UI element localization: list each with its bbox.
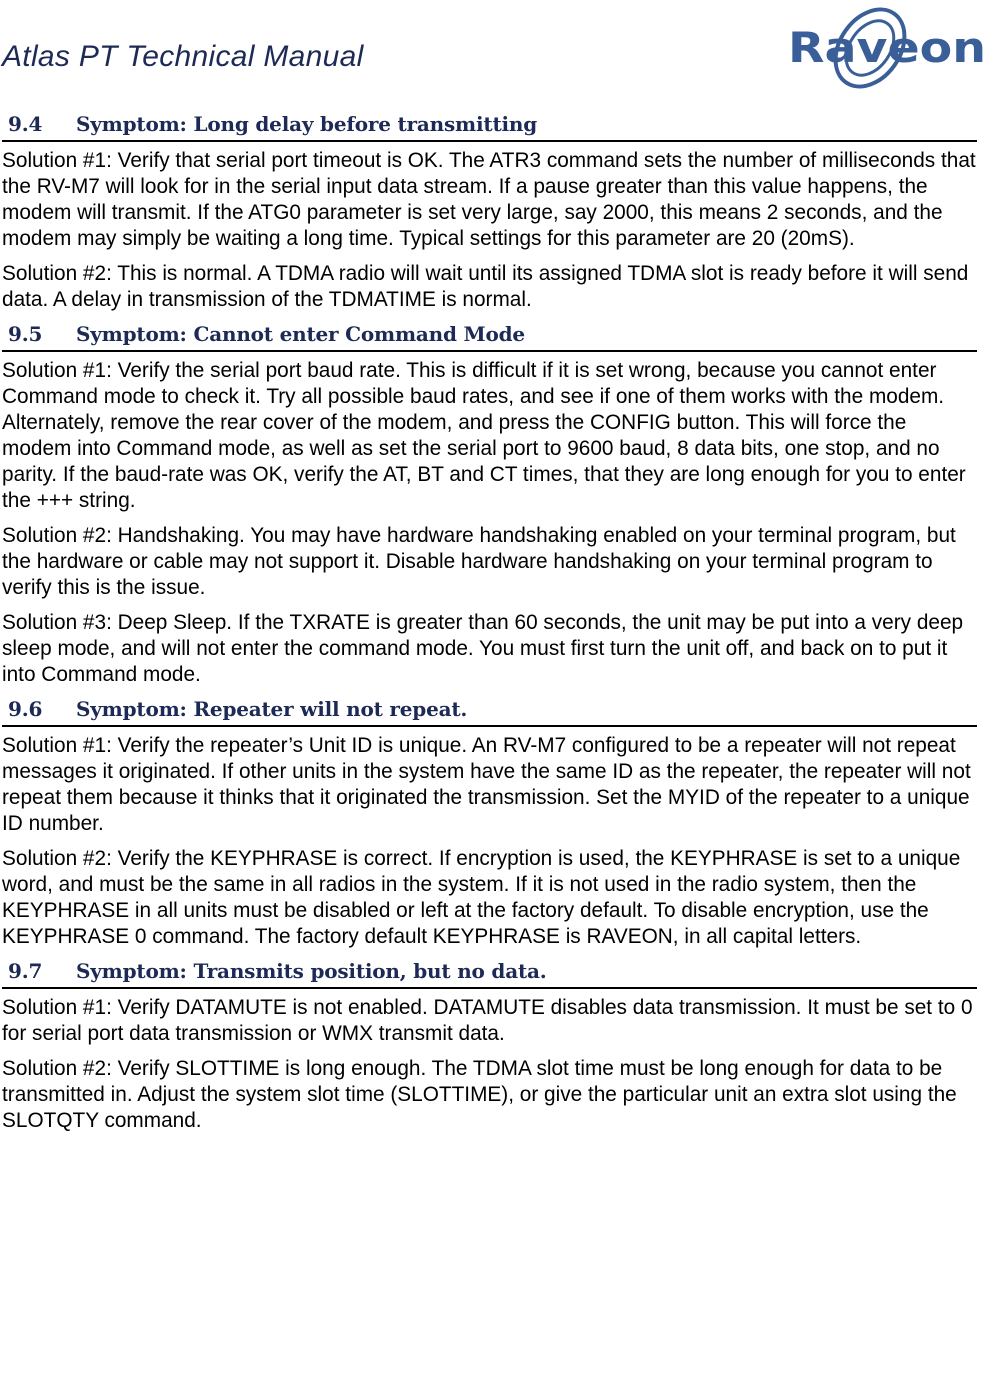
section-heading: [2, 959, 977, 989]
section-title: Symptom: Repeater will not repeat.: [76, 697, 468, 721]
manual-title: Atlas PT Technical Manual: [2, 40, 364, 73]
section-number: 9.5: [8, 322, 43, 346]
section-9-7: [2, 959, 977, 1134]
solution-paragraph: Solution #1: Verify the serial port baud rate. This is difficult if it is set wrong, because you cannot enter Command mode to check it. Try all possible baud rates, and see if one of them works with the modem. Alternately, remove the rear cover of the modem, and press the CONFIG button. This will force the modem into Command mode, as well as set the serial port to 9600 baud, 8 data bits, one stop, and no parity. If the baud-rate was OK, verify the AT, BT and CT times, that they are long enough for you to enter the +++ string.: [2, 359, 966, 512]
logo-wordmark: Raveon: [788, 23, 986, 72]
section-9-5: [2, 322, 977, 688]
section-number: 9.7: [8, 959, 43, 983]
section-9-6: [2, 697, 977, 950]
section-number: 9.6: [8, 697, 43, 721]
solution-paragraph: Solution #2: This is normal. A TDMA radio will wait until its assigned TDMA slot is ready before it will send data. A delay in transmission of the TDMATIME is normal.: [2, 262, 969, 311]
section-title: Symptom: Transmits position, but no data.: [76, 959, 547, 983]
section-heading: [2, 112, 977, 142]
section-heading: [2, 697, 977, 727]
solution-paragraph: Solution #1: Verify the repeater’s Unit ID is unique. An RV-M7 configured to be a repeater will not repeat messages it originated. If other units in the system have the same ID as the repeater, the repeater will not repeat them because it thinks that it originated the transmission. Set the MYID of the repeater to a unique ID number.: [2, 734, 971, 835]
solution-paragraph: Solution #1: Verify DATAMUTE is not enabled. DATAMUTE disables data transmission. It must be set to 0 for serial port data transmission or WMX transmit data.: [2, 996, 973, 1045]
section-heading: [2, 322, 977, 352]
solution-paragraph: Solution #3: Deep Sleep. If the TXRATE is greater than 60 seconds, the unit may be put into a very deep sleep mode, and will not enter the command mode. You must first turn the unit off, and back on to put it into Command mode.: [2, 611, 964, 686]
section-title: Symptom: Cannot enter Command Mode: [76, 322, 525, 346]
solution-paragraph: Solution #2: Handshaking. You may have hardware handshaking enabled on your terminal program, but the hardware or cable may not support it. Disable hardware handshaking on your terminal program to verify this is the issue.: [2, 524, 956, 599]
raveon-logo: [782, 2, 988, 94]
solution-paragraph: Solution #1: Verify that serial port timeout is OK. The ATR3 command sets the number of milliseconds that the RV-M7 will look for in the serial input data stream. If a pause greater than this value happens, the modem will transmit. If the ATG0 parameter is set very large, say 2000, this means 2 seconds, and the modem may simply be waiting a long time. Typical settings for this parameter are 20 (20mS).: [2, 149, 976, 250]
manual-content: [2, 112, 977, 1143]
section-title: Symptom: Long delay before transmitting: [76, 112, 538, 136]
solution-paragraph: Solution #2: Verify SLOTTIME is long enough. The TDMA slot time must be long enough for data to be transmitted in. Adjust the system slot time (SLOTTIME), or give the particular unit an extra slot using the SLOTQTY command.: [2, 1057, 957, 1132]
section-number: 9.4: [8, 112, 43, 136]
solution-paragraph: Solution #2: Verify the KEYPHRASE is correct. If encryption is used, the KEYPHRASE is set to a unique word, and must be the same in all radios in the system. If it is not used in the radio system, then the KEYPHRASE in all units must be disabled or left at the factory default. To disable encryption, use the KEYPHRASE 0 command. The factory default KEYPHRASE is RAVEON, in all capital letters.: [2, 847, 961, 948]
section-9-4: [2, 112, 977, 313]
